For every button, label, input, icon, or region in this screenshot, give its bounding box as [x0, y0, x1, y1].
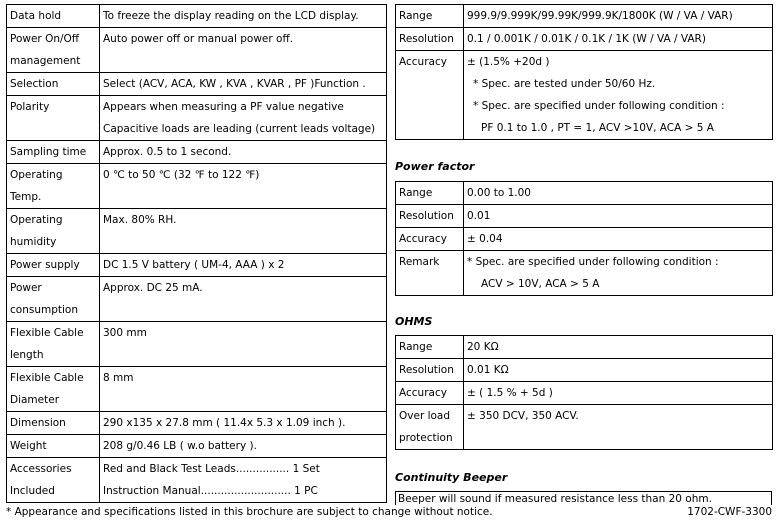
spec-value: 208 g/0.46 LB ( w.o battery ). [100, 435, 387, 458]
spec-note: * Spec. are specified under following condition : [473, 100, 725, 112]
spec-label: Operating Temp. [7, 164, 100, 209]
spec-label: Polarity [7, 96, 100, 141]
ohms-table [395, 335, 773, 450]
spec-value: 0.01 KΩ [464, 359, 773, 382]
spec-value-line: Instruction Manual........................... 1 PC [103, 485, 318, 497]
spec-label: Range [396, 182, 464, 205]
spec-value: 999.9/9.999K/99.99K/999.9K/1800K (W / VA / VAR) [464, 5, 773, 28]
spec-label: Power supply [7, 254, 100, 277]
spec-label: Resolution [396, 359, 464, 382]
spec-value: Select (ACV, ACA, KW , KVA , KVAR , PF )Function . [100, 73, 387, 96]
spec-label: Dimension [7, 412, 100, 435]
spec-label: Resolution [396, 205, 464, 228]
spec-value-line: Red and Black Test Leads................ 1 Set [103, 463, 320, 475]
spec-label: Operating humidity [7, 209, 100, 254]
table-row [7, 322, 387, 367]
spec-value [464, 251, 773, 296]
table-row [396, 382, 773, 405]
spec-label: Flexible Cable length [7, 322, 100, 367]
table-row [396, 405, 773, 450]
spec-value: 0.1 / 0.001K / 0.01K / 0.1K / 1K (W / VA / VAR) [464, 28, 773, 51]
spec-value: Auto power off or manual power off. [100, 28, 387, 73]
spec-label: Range [396, 336, 464, 359]
table-row [7, 73, 387, 96]
spec-value-line: Capacitive loads are leading (current leads voltage) [103, 123, 376, 135]
spec-value: 8 mm [100, 367, 387, 412]
spec-label: Accuracy [396, 382, 464, 405]
spec-value: ± 0.04 [464, 228, 773, 251]
spec-label: Accuracy [396, 51, 464, 140]
spec-label: Resolution [396, 28, 464, 51]
spec-value: 290 x135 x 27.8 mm ( 11.4x 5.3 x 1.09 inch ). [100, 412, 387, 435]
spec-label: Sampling time [7, 141, 100, 164]
table-row [7, 254, 387, 277]
spec-label: Over load protection [396, 405, 464, 450]
spec-value: To freeze the display reading on the LCD display. [100, 5, 387, 28]
spec-value: DC 1.5 V battery ( UM-4, AAA ) x 2 [100, 254, 387, 277]
table-row [7, 164, 387, 209]
spec-label: Selection [7, 73, 100, 96]
table-row [396, 228, 773, 251]
power-factor-table [395, 181, 773, 296]
spec-value: 0.00 to 1.00 [464, 182, 773, 205]
spec-value: ± ( 1.5 % + 5d ) [464, 382, 773, 405]
table-row [7, 412, 387, 435]
table-row [396, 182, 773, 205]
spec-value [100, 458, 387, 503]
spec-value [464, 51, 773, 140]
general-spec-table [6, 4, 387, 503]
spec-note: * Spec. are tested under 50/60 Hz. [473, 78, 656, 90]
spec-value: 300 mm [100, 322, 387, 367]
spec-label: Remark [396, 251, 464, 296]
power-spec-table [395, 4, 773, 140]
table-row [396, 28, 773, 51]
table-row [396, 359, 773, 382]
continuity-beeper-text: Beeper will sound if measured resistance less than 20 ohm. [395, 491, 772, 505]
footer-note: * Appearance and specifications listed in this brochure are subject to change without notice. [6, 506, 493, 518]
spec-value: ± 350 DCV, 350 ACV. [464, 405, 773, 450]
spec-label: Range [396, 5, 464, 28]
table-row [396, 251, 773, 296]
spec-value: 0.01 [464, 205, 773, 228]
footer-code: 1702-CWF-3300 [687, 506, 772, 518]
table-row [7, 141, 387, 164]
spec-note: ACV > 10V, ACA > 5 A [481, 278, 600, 290]
table-row [7, 277, 387, 322]
spec-note: * Spec. are specified under following condition : [467, 256, 719, 268]
spec-note: PF 0.1 to 1.0 , PT = 1, ACV >10V, ACA > 5 A [481, 122, 714, 134]
table-row [396, 5, 773, 28]
spec-label: Accessories Included [7, 458, 100, 503]
footer [6, 506, 772, 518]
spec-value: Approx. 0.5 to 1 second. [100, 141, 387, 164]
table-row [7, 96, 387, 141]
spec-label: Power On/Off management [7, 28, 100, 73]
table-row [7, 367, 387, 412]
table-row [7, 458, 387, 503]
spec-label: Weight [7, 435, 100, 458]
spec-label: Flexible Cable Diameter [7, 367, 100, 412]
table-row [7, 435, 387, 458]
table-row [396, 336, 773, 359]
spec-value: 0 ℃ to 50 ℃ (32 ℉ to 122 ℉) [100, 164, 387, 209]
spec-value: Approx. DC 25 mA. [100, 277, 387, 322]
spec-value-line: ± (1.5% +20d ) [467, 56, 550, 68]
spec-value-line: Appears when measuring a PF value negative [103, 101, 344, 113]
power-factor-title: Power factor [395, 160, 475, 173]
continuity-beeper-title: Continuity Beeper [395, 471, 508, 484]
spec-label: Power consumption [7, 277, 100, 322]
spec-value: 20 KΩ [464, 336, 773, 359]
table-row [396, 205, 773, 228]
spec-label: Data hold [7, 5, 100, 28]
table-row [396, 51, 773, 140]
spec-value [100, 96, 387, 141]
table-row [7, 5, 387, 28]
ohms-title: OHMS [395, 315, 433, 328]
table-row [7, 28, 387, 73]
table-row [7, 209, 387, 254]
spec-label: Accuracy [396, 228, 464, 251]
spec-value: Max. 80% RH. [100, 209, 387, 254]
